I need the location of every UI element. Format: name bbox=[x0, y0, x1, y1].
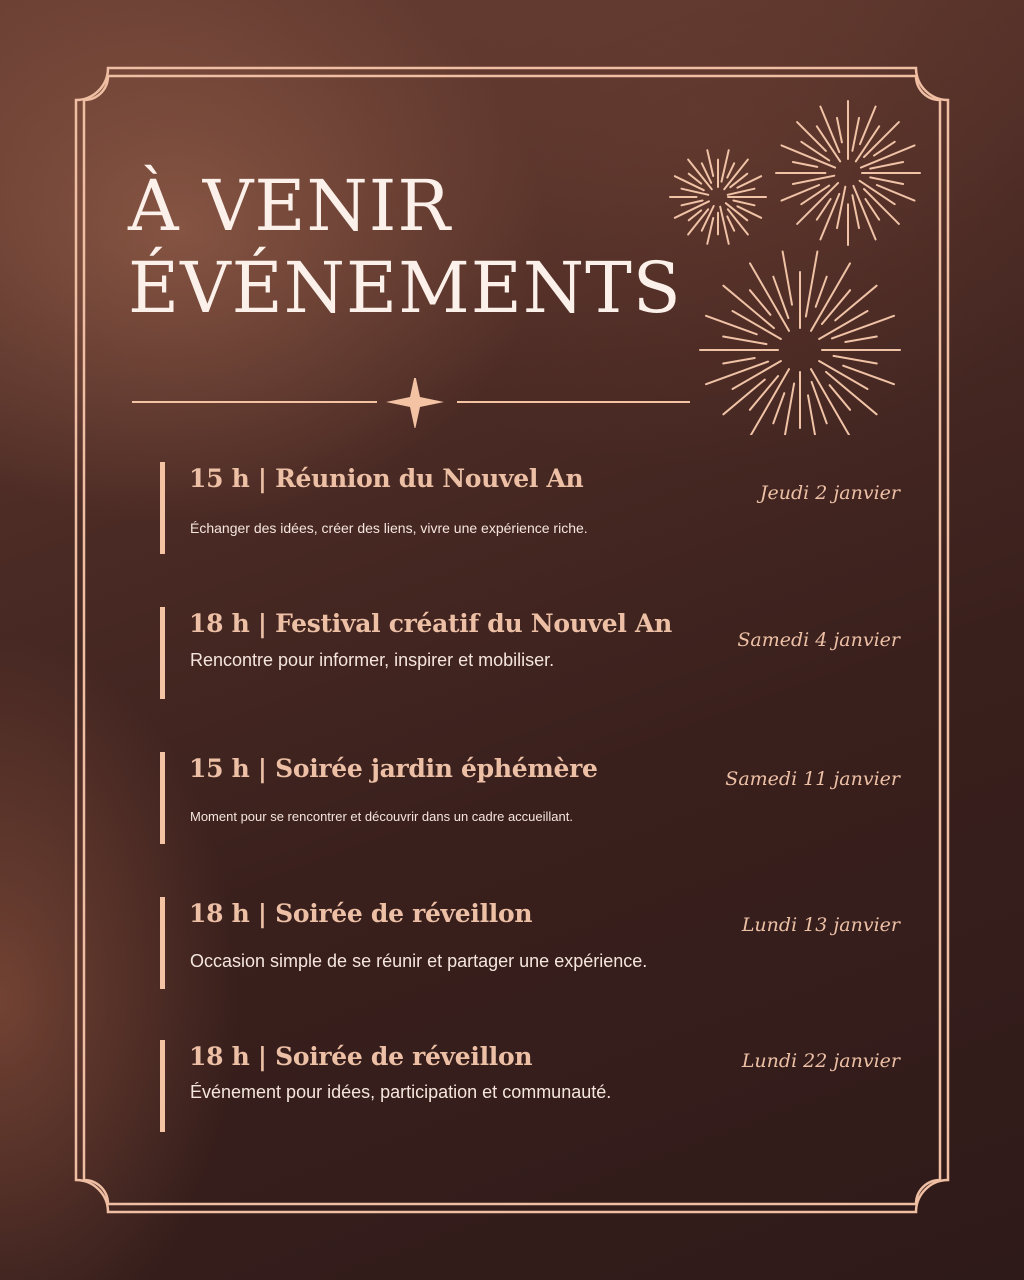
event-heading: 18 h | Soirée de réveillon bbox=[189, 1042, 533, 1071]
event-accent-bar bbox=[160, 752, 165, 844]
event-accent-bar bbox=[160, 462, 165, 554]
event-item-1 bbox=[160, 462, 900, 554]
event-date: Jeudi 2 janvier bbox=[759, 482, 900, 504]
event-date: Lundi 22 janvier bbox=[741, 1050, 900, 1072]
event-item-5 bbox=[160, 1040, 900, 1132]
event-description: Moment pour se rencontrer et découvrir dans un cadre accueillant. bbox=[190, 809, 573, 824]
event-date: Samedi 4 janvier bbox=[737, 629, 900, 651]
event-item-4 bbox=[160, 897, 900, 989]
event-item-2 bbox=[160, 607, 900, 699]
event-description: Échanger des idées, créer des liens, vivre une expérience riche. bbox=[190, 520, 588, 536]
fireworks-icon bbox=[660, 95, 940, 435]
sparkle-star-icon bbox=[386, 378, 444, 428]
event-accent-bar bbox=[160, 607, 165, 699]
title-line-1: À VENIR bbox=[128, 165, 452, 247]
event-accent-bar bbox=[160, 897, 165, 989]
title-line-2: ÉVÉNEMENTS bbox=[128, 247, 682, 329]
event-heading: 18 h | Soirée de réveillon bbox=[189, 899, 533, 928]
event-date: Lundi 13 janvier bbox=[741, 914, 900, 936]
event-heading: 18 h | Festival créatif du Nouvel An bbox=[189, 609, 672, 638]
event-description: Occasion simple de se réunir et partager une expérience. bbox=[190, 951, 648, 971]
title-divider bbox=[132, 378, 692, 428]
event-item-3 bbox=[160, 752, 900, 844]
event-date: Samedi 11 janvier bbox=[725, 768, 900, 790]
event-description: Événement pour idées, participation et communauté. bbox=[190, 1082, 612, 1102]
page-title bbox=[128, 165, 682, 329]
event-accent-bar bbox=[160, 1040, 165, 1132]
event-heading: 15 h | Soirée jardin éphémère bbox=[189, 754, 598, 783]
event-heading: 15 h | Réunion du Nouvel An bbox=[189, 464, 584, 493]
event-description: Rencontre pour informer, inspirer et mobiliser. bbox=[190, 650, 555, 670]
